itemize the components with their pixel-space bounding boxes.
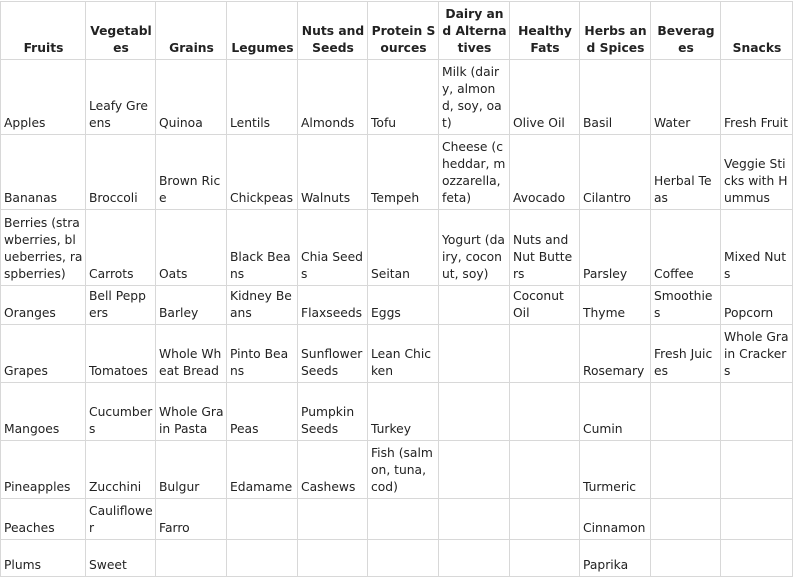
table-cell: Tofu [368, 60, 439, 135]
table-cell: Turkey [368, 383, 439, 441]
table-cell: Coffee [651, 210, 721, 286]
table-cell: Walnuts [298, 135, 368, 210]
table-cell: Oranges [1, 286, 86, 325]
table-cell [651, 441, 721, 499]
table-cell: Herbal Teas [651, 135, 721, 210]
table-cell: Parsley [580, 210, 651, 286]
table-cell: Yogurt (dairy, coconut, soy) [439, 210, 510, 286]
header-legumes: Legumes [227, 2, 298, 60]
table-cell [298, 540, 368, 577]
table-cell: Olive Oil [510, 60, 580, 135]
table-cell: Fresh Juices [651, 325, 721, 383]
table-row [1, 60, 793, 135]
header-row [1, 2, 793, 60]
table-row [1, 286, 793, 325]
table-cell: Turmeric [580, 441, 651, 499]
table-cell [721, 383, 793, 441]
table-cell: Fish (salmon, tuna, cod) [368, 441, 439, 499]
table-cell [368, 499, 439, 540]
table-cell: Grapes [1, 325, 86, 383]
table-cell: Avocado [510, 135, 580, 210]
table-cell: Smoothies [651, 286, 721, 325]
table-cell: Thyme [580, 286, 651, 325]
table-row [1, 135, 793, 210]
table-cell: Berries (strawberries, blueberries, raspberries) [1, 210, 86, 286]
table-cell: Whole Grain Crackers [721, 325, 793, 383]
table-cell [721, 499, 793, 540]
table-cell: Water [651, 60, 721, 135]
table-cell: Basil [580, 60, 651, 135]
table-cell: Cumin [580, 383, 651, 441]
table-cell: Cashews [298, 441, 368, 499]
table-cell: Carrots [86, 210, 156, 286]
table-row [1, 540, 793, 577]
table-cell: Paprika [580, 540, 651, 577]
table-cell: Cinnamon [580, 499, 651, 540]
table-body [1, 60, 793, 577]
table-cell: Broccoli [86, 135, 156, 210]
table-cell: Fresh Fruit [721, 60, 793, 135]
table-cell [651, 383, 721, 441]
table-cell: Veggie Sticks with Hummus [721, 135, 793, 210]
table-cell [651, 499, 721, 540]
table-cell: Cheese (cheddar, mozzarella, feta) [439, 135, 510, 210]
table-cell: Tempeh [368, 135, 439, 210]
table-cell: Mangoes [1, 383, 86, 441]
table-cell [721, 441, 793, 499]
table-cell: Rosemary [580, 325, 651, 383]
table-row [1, 383, 793, 441]
table-cell: Almonds [298, 60, 368, 135]
table-cell: Chia Seeds [298, 210, 368, 286]
table-cell: Cauliflower [86, 499, 156, 540]
table-cell: Leafy Greens [86, 60, 156, 135]
table-cell: Peas [227, 383, 298, 441]
table-cell: Black Beans [227, 210, 298, 286]
table-cell [227, 499, 298, 540]
table-cell: Zucchini [86, 441, 156, 499]
header-healthy-fats: Healthy Fats [510, 2, 580, 60]
table-cell: Oats [156, 210, 227, 286]
table-cell: Plums [1, 540, 86, 577]
table-cell: Sunflower Seeds [298, 325, 368, 383]
header-vegetables: Vegetables [86, 2, 156, 60]
table-cell [721, 540, 793, 577]
table-cell [368, 540, 439, 577]
table-cell: Barley [156, 286, 227, 325]
table-cell: Brown Rice [156, 135, 227, 210]
header-nuts-and-seeds: Nuts and Seeds [298, 2, 368, 60]
table-cell [651, 540, 721, 577]
table-cell: Apples [1, 60, 86, 135]
table-row [1, 325, 793, 383]
table-cell: Eggs [368, 286, 439, 325]
table-cell: Pumpkin Seeds [298, 383, 368, 441]
table-cell: Bell Peppers [86, 286, 156, 325]
table-cell [298, 499, 368, 540]
header-grains: Grains [156, 2, 227, 60]
food-categories-table [0, 1, 793, 577]
table-cell: Popcorn [721, 286, 793, 325]
table-cell: Edamame [227, 441, 298, 499]
table-cell [439, 383, 510, 441]
table-cell: Milk (dairy, almond, soy, oat) [439, 60, 510, 135]
table-cell: Whole Grain Pasta [156, 383, 227, 441]
header-fruits: Fruits [1, 2, 86, 60]
table-cell [439, 540, 510, 577]
table-cell: Peaches [1, 499, 86, 540]
header-herbs-and-spices: Herbs and Spices [580, 2, 651, 60]
table-cell: Pinto Beans [227, 325, 298, 383]
table-cell: Bananas [1, 135, 86, 210]
table-cell: Nuts and Nut Butters [510, 210, 580, 286]
table-cell [439, 441, 510, 499]
table-cell: Farro [156, 499, 227, 540]
table-cell: Cilantro [580, 135, 651, 210]
table-cell: Coconut Oil [510, 286, 580, 325]
table-cell: Quinoa [156, 60, 227, 135]
table-cell: Sweet [86, 540, 156, 577]
table-row [1, 441, 793, 499]
table-cell [510, 540, 580, 577]
table-cell: Lean Chicken [368, 325, 439, 383]
header-beverages: Beverages [651, 2, 721, 60]
table-cell: Seitan [368, 210, 439, 286]
header-protein-sources: Protein Sources [368, 2, 439, 60]
table-cell [510, 383, 580, 441]
header-dairy-and-alternatives: Dairy and Alternatives [439, 2, 510, 60]
table-cell [439, 286, 510, 325]
table-cell: Lentils [227, 60, 298, 135]
header-snacks: Snacks [721, 2, 793, 60]
table-cell: Whole Wheat Bread [156, 325, 227, 383]
table-cell: Kidney Beans [227, 286, 298, 325]
table-cell [227, 540, 298, 577]
table-cell: Bulgur [156, 441, 227, 499]
table-cell: Cucumbers [86, 383, 156, 441]
table-cell: Tomatoes [86, 325, 156, 383]
table-cell: Mixed Nuts [721, 210, 793, 286]
table-cell [439, 325, 510, 383]
table-row [1, 499, 793, 540]
table-cell: Flaxseeds [298, 286, 368, 325]
table-cell [510, 499, 580, 540]
table-cell [439, 499, 510, 540]
table-cell: Pineapples [1, 441, 86, 499]
table-cell [510, 325, 580, 383]
table-cell: Chickpeas [227, 135, 298, 210]
table-cell [510, 441, 580, 499]
table-cell [156, 540, 227, 577]
table-row [1, 210, 793, 286]
